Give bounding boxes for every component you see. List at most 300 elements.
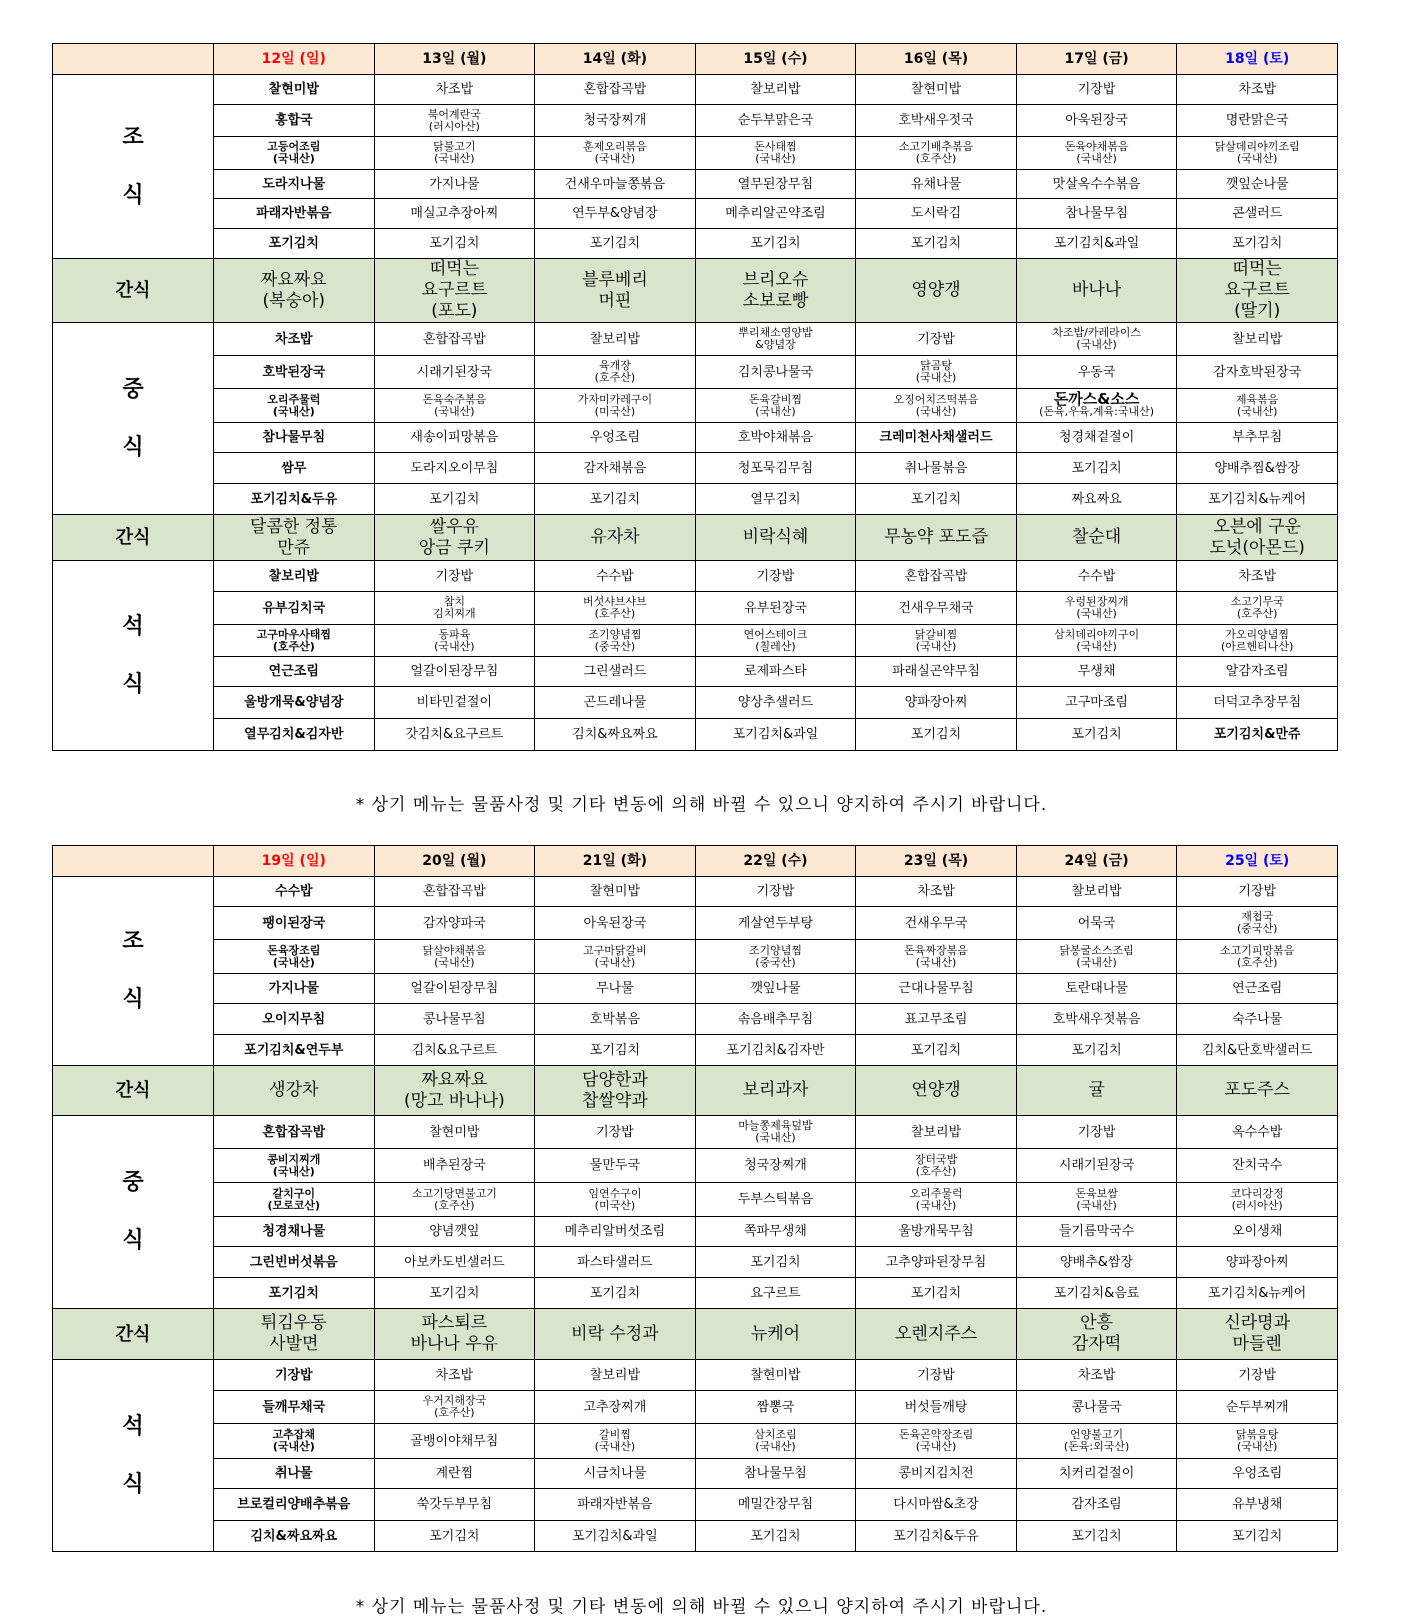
snack-row xyxy=(53,1066,1338,1116)
day-header-row xyxy=(53,44,1338,75)
menu-item: 찰현미밥 xyxy=(535,877,696,907)
day-header: 17일 (금) xyxy=(1016,44,1177,75)
dinner-row xyxy=(53,1360,1338,1391)
menu-item: 돈육장조림 (국내산) xyxy=(214,940,375,974)
snack-item: 짜요짜요 (복숭아) xyxy=(214,259,375,323)
menu-item: 차조밥 xyxy=(1177,561,1338,592)
menu-item: 연근조림 xyxy=(214,657,375,687)
menu-change-notice: * 상기 메뉴는 물품사정 및 기타 변동에 의해 바뀔 수 있으니 양지하여 주시기 바랍니다. xyxy=(355,795,1048,815)
menu-item: 더덕고추장무침 xyxy=(1177,687,1338,719)
day-header: 18일 (토) xyxy=(1177,44,1338,75)
dinner-row xyxy=(53,687,1338,719)
menu-item: 포기김치 xyxy=(374,229,535,259)
dinner-row xyxy=(53,1489,1338,1521)
breakfast-row xyxy=(53,137,1338,170)
menu-item: 아욱된장국 xyxy=(1016,105,1177,137)
menu-item: 훈제오리볶음 (국내산) xyxy=(535,137,696,170)
menu-item: 차조밥/카레라이스 (국내산) xyxy=(1016,323,1177,356)
lunch-row xyxy=(53,453,1338,484)
meal-label-char: 식 xyxy=(122,671,144,697)
snack-item: 오븐에 구운 도넛(아몬드) xyxy=(1177,515,1338,561)
menu-item: 혼합잡곡밥 xyxy=(374,323,535,356)
menu-item: 포기김치 xyxy=(856,1035,1017,1066)
menu-item: 재첩국 (중국산) xyxy=(1177,907,1338,940)
menu-item: 메추리알버섯조림 xyxy=(535,1217,696,1247)
menu-item: 돈까스&소스 (돈육,우육,계육:국내산) xyxy=(1016,389,1177,423)
menu-item: 제육볶음 (국내산) xyxy=(1177,389,1338,423)
menu-item: 요구르트 xyxy=(695,1278,856,1309)
menu-item: 포기김치 xyxy=(1177,1521,1338,1552)
menu-item: 도라지오이무침 xyxy=(374,453,535,484)
menu-item: 기장밥 xyxy=(856,1360,1017,1391)
dinner-row xyxy=(53,1459,1338,1489)
menu-item: 콩나물국 xyxy=(1016,1391,1177,1424)
menu-item: 고추장찌개 xyxy=(535,1391,696,1424)
menu-item: 콩비지김치전 xyxy=(856,1459,1017,1489)
lunch-row xyxy=(53,1116,1338,1149)
menu-item: 육개장 (호주산) xyxy=(535,356,696,389)
menu-item: 고추잡채 (국내산) xyxy=(214,1424,375,1459)
menu-item: 건새우무채국 xyxy=(856,592,1017,625)
menu-item: 새송이피망볶음 xyxy=(374,423,535,453)
menu-item: 포기김치&뉴케어 xyxy=(1177,1278,1338,1309)
menu-item: 포기김치&과일 xyxy=(535,1521,696,1552)
menu-item: 혼합잡곡밥 xyxy=(214,1116,375,1149)
menu-item: 솎음배추무침 xyxy=(695,1004,856,1035)
breakfast-row xyxy=(53,199,1338,229)
dinner-row xyxy=(53,719,1338,751)
menu-item: 포기김치 xyxy=(535,229,696,259)
menu-item: 들깨무채국 xyxy=(214,1391,375,1424)
menu-item: 김치콩나물국 xyxy=(695,356,856,389)
menu-item: 오이생채 xyxy=(1177,1217,1338,1247)
menu-item: 도라지나물 xyxy=(214,170,375,199)
menu-item: 포기김치 xyxy=(856,484,1017,515)
menu-item: 순두부맑은국 xyxy=(695,105,856,137)
menu-item: 메밀간장무침 xyxy=(695,1489,856,1521)
menu-item: 순두부찌개 xyxy=(1177,1391,1338,1424)
menu-item: 청포묵김무침 xyxy=(695,453,856,484)
dinner-row xyxy=(53,1521,1338,1552)
menu-item: 포기김치&음료 xyxy=(1016,1278,1177,1309)
menu-item: 포기김치&두유 xyxy=(214,484,375,515)
menu-item: 가지나물 xyxy=(214,974,375,1004)
breakfast-row xyxy=(53,170,1338,199)
dinner-row xyxy=(53,1424,1338,1459)
menu-item: 양파장아찌 xyxy=(1177,1247,1338,1278)
day-header: 24일 (금) xyxy=(1016,846,1177,877)
snack-item: 달콤한 정통 만쥬 xyxy=(214,515,375,561)
menu-item: 잔치국수 xyxy=(1177,1149,1338,1183)
menu-item: 돈육숙주볶음 (국내산) xyxy=(374,389,535,423)
menu-item: 수수밥 xyxy=(214,877,375,907)
menu-item: 포기김치 xyxy=(1016,453,1177,484)
breakfast-row xyxy=(53,105,1338,137)
menu-item: 고구마조림 xyxy=(1016,687,1177,719)
lunch-row xyxy=(53,356,1338,389)
menu-item: 기장밥 xyxy=(695,561,856,592)
menu-item: 찰현미밥 xyxy=(374,1116,535,1149)
menu-item: 홍합국 xyxy=(214,105,375,137)
menu-item: 혼합잡곡밥 xyxy=(856,561,1017,592)
menu-item: 소고기무국 (호주산) xyxy=(1177,592,1338,625)
menu-item: 짬뽕국 xyxy=(695,1391,856,1424)
meal-label-char: 조 xyxy=(122,929,144,954)
menu-item: 로제파스타 xyxy=(695,657,856,687)
menu-item: 쌈무 xyxy=(214,453,375,484)
menu-item: 기장밥 xyxy=(695,877,856,907)
menu-item: 시래기된장국 xyxy=(374,356,535,389)
menu-item: 포기김치 xyxy=(535,1035,696,1066)
menu-item: 감자호박된장국 xyxy=(1177,356,1338,389)
menu-item: 소고기피망볶음 (호주산) xyxy=(1177,940,1338,974)
menu-item: 찰보리밥 xyxy=(1177,323,1338,356)
menu-item: 얼갈이된장무침 xyxy=(374,657,535,687)
menu-item: 깻잎나물 xyxy=(695,974,856,1004)
menu-item: 명란맑은국 xyxy=(1177,105,1338,137)
day-header: 14일 (화) xyxy=(535,44,696,75)
menu-item: 찰보리밥 xyxy=(535,323,696,356)
menu-item: 열무된장무침 xyxy=(695,170,856,199)
snack-item: 신라명과 마들렌 xyxy=(1177,1309,1338,1360)
menu-item: 갈비찜 (국내산) xyxy=(535,1424,696,1459)
lunch-label xyxy=(53,323,214,515)
menu-item: 건새우무국 xyxy=(856,907,1017,940)
breakfast-row xyxy=(53,229,1338,259)
menu-item: 닭곰탕 (국내산) xyxy=(856,356,1017,389)
menu-item: 감자조림 xyxy=(1016,1489,1177,1521)
menu-item: 연어스테이크 (칠레산) xyxy=(695,625,856,657)
menu-item: 짜요짜요 xyxy=(1016,484,1177,515)
menu-item: 포기김치 xyxy=(1016,1035,1177,1066)
menu-item: 코다리강정 (러시아산) xyxy=(1177,1183,1338,1217)
week-2-menu-table xyxy=(52,845,1338,1552)
menu-item: 갓김치&요구르트 xyxy=(374,719,535,751)
menu-item: 기장밥 xyxy=(214,1360,375,1391)
dinner-row xyxy=(53,561,1338,592)
header-corner xyxy=(53,846,214,877)
menu-item: 쑥갓두부무침 xyxy=(374,1489,535,1521)
menu-item: 그린샐러드 xyxy=(535,657,696,687)
snack-item: 영양갱 xyxy=(856,259,1017,323)
menu-item: 건새우마늘쫑볶음 xyxy=(535,170,696,199)
meal-label-char: 식 xyxy=(122,987,144,1012)
menu-item: 마늘쫑제육덮밥 (국내산) xyxy=(695,1116,856,1149)
meal-label-char: 중 xyxy=(122,1170,144,1195)
menu-item: 닭볶음탕 (국내산) xyxy=(1177,1424,1338,1459)
menu-item: 두부스틱볶음 xyxy=(695,1183,856,1217)
snack-item: 튀김우동 사발면 xyxy=(214,1309,375,1360)
lunch-row xyxy=(53,1278,1338,1309)
meal-label-char: 식 xyxy=(122,1228,144,1253)
menu-item: 뿌리채소영양밥 &양념장 xyxy=(695,323,856,356)
breakfast-row xyxy=(53,1035,1338,1066)
breakfast-row xyxy=(53,75,1338,105)
menu-item: 파래자반볶음 xyxy=(214,199,375,229)
day-header: 22일 (수) xyxy=(695,846,856,877)
snack-label: 간식 xyxy=(53,1309,214,1360)
day-header: 13일 (월) xyxy=(374,44,535,75)
menu-item: 매실고추장아찌 xyxy=(374,199,535,229)
menu-item: 청경채나물 xyxy=(214,1217,375,1247)
menu-item: 팽이된장국 xyxy=(214,907,375,940)
menu-item: 연근조림 xyxy=(1177,974,1338,1004)
menu-item: 포기김치 xyxy=(1177,229,1338,259)
snack-item: 비락 수정과 xyxy=(535,1309,696,1360)
menu-item: 호박새우젓볶음 xyxy=(1016,1004,1177,1035)
menu-item: 돈육야채볶음 (국내산) xyxy=(1016,137,1177,170)
menu-item: 호박새우젓국 xyxy=(856,105,1017,137)
menu-item: 배추된장국 xyxy=(374,1149,535,1183)
menu-item: 청경채겉절이 xyxy=(1016,423,1177,453)
snack-item: 쌀우유 앙금 쿠키 xyxy=(374,515,535,561)
meal-label-char: 식 xyxy=(122,182,144,208)
menu-item: 시래기된장국 xyxy=(1016,1149,1177,1183)
menu-item: 포기김치 xyxy=(374,1278,535,1309)
menu-item: 울방개묵&양념장 xyxy=(214,687,375,719)
menu-item: 도시락김 xyxy=(856,199,1017,229)
menu-item: 기장밥 xyxy=(1177,877,1338,907)
menu-item: 가오리양념찜 (아르헨티나산) xyxy=(1177,625,1338,657)
menu-item: 소고기당면불고기 (호주산) xyxy=(374,1183,535,1217)
menu-item: 삼치데리야끼구이 (국내산) xyxy=(1016,625,1177,657)
menu-item: 참치 김치찌개 xyxy=(374,592,535,625)
lunch-row xyxy=(53,484,1338,515)
snack-item: 생강차 xyxy=(214,1066,375,1116)
day-header: 21일 (화) xyxy=(535,846,696,877)
menu-item: 우렁된장찌개 (국내산) xyxy=(1016,592,1177,625)
menu-item: 표고무조림 xyxy=(856,1004,1017,1035)
day-header: 20일 (월) xyxy=(374,846,535,877)
meal-label-char: 조 xyxy=(122,124,144,150)
menu-item: 양배추&쌈장 xyxy=(1016,1247,1177,1278)
menu-item: 참나물무침 xyxy=(1016,199,1177,229)
menu-item: 김치&단호박샐러드 xyxy=(1177,1035,1338,1066)
menu-item: 찰보리밥 xyxy=(214,561,375,592)
snack-item: 블루베리 머핀 xyxy=(535,259,696,323)
menu-item: 양파장아찌 xyxy=(856,687,1017,719)
menu-item: 찰보리밥 xyxy=(535,1360,696,1391)
menu-item: 기장밥 xyxy=(1016,75,1177,105)
menu-item: 우동국 xyxy=(1016,356,1177,389)
menu-item: 혼합잡곡밥 xyxy=(374,877,535,907)
menu-item: 포기김치&과일 xyxy=(695,719,856,751)
menu-item: 삼치조림 (국내산) xyxy=(695,1424,856,1459)
menu-item: 차조밥 xyxy=(856,877,1017,907)
snack-item: 찰순대 xyxy=(1016,515,1177,561)
menu-item: 포기김치&뉴케어 xyxy=(1177,484,1338,515)
snack-item: 브리오슈 소보로빵 xyxy=(695,259,856,323)
menu-item: 얼갈이된장무침 xyxy=(374,974,535,1004)
menu-item: 포기김치 xyxy=(856,229,1017,259)
day-header: 25일 (토) xyxy=(1177,846,1338,877)
menu-item: 취나물 xyxy=(214,1459,375,1489)
menu-item: 오이지무침 xyxy=(214,1004,375,1035)
menu-item: 감자양파국 xyxy=(374,907,535,940)
menu-item: 유부된장국 xyxy=(695,592,856,625)
menu-item: 비타민겉절이 xyxy=(374,687,535,719)
menu-item: 부추무침 xyxy=(1177,423,1338,453)
menu-change-notice: * 상기 메뉴는 물품사정 및 기타 변동에 의해 바뀔 수 있으니 양지하여 주시기 바랍니다. xyxy=(355,1597,1048,1617)
snack-item: 짜요짜요 (망고 바나나) xyxy=(374,1066,535,1116)
menu-item: 우거지해장국 (호주산) xyxy=(374,1391,535,1424)
menu-item: 취나물볶음 xyxy=(856,453,1017,484)
day-header-row xyxy=(53,846,1338,877)
breakfast-row xyxy=(53,974,1338,1004)
menu-item: 포기김치 xyxy=(695,229,856,259)
menu-item: 수수밥 xyxy=(535,561,696,592)
day-header: 16일 (목) xyxy=(856,44,1017,75)
menu-item: 포기김치&김자반 xyxy=(695,1035,856,1066)
breakfast-row xyxy=(53,940,1338,974)
menu-item: 찰보리밥 xyxy=(1016,877,1177,907)
menu-item: 북어계란국 (러시아산) xyxy=(374,105,535,137)
snack-item: 보리과자 xyxy=(695,1066,856,1116)
menu-item: 차조밥 xyxy=(1177,75,1338,105)
day-header: 23일 (목) xyxy=(856,846,1017,877)
menu-item: 우엉조림 xyxy=(1177,1459,1338,1489)
menu-item: 유채나물 xyxy=(856,170,1017,199)
menu-item: 치커리겉절이 xyxy=(1016,1459,1177,1489)
menu-item: 양배추찜&쌈장 xyxy=(1177,453,1338,484)
menu-item: 근대나물무침 xyxy=(856,974,1017,1004)
meal-label-char: 석 xyxy=(122,1413,144,1439)
breakfast-label xyxy=(53,75,214,259)
breakfast-row xyxy=(53,1004,1338,1035)
meal-label-char: 석 xyxy=(122,613,144,639)
menu-item: 곤드레나물 xyxy=(535,687,696,719)
menu-item: 포기김치 xyxy=(1016,1521,1177,1552)
snack-row xyxy=(53,259,1338,323)
dinner-row xyxy=(53,625,1338,657)
menu-item: 포기김치 xyxy=(695,1521,856,1552)
menu-item: 고추양파된장무침 xyxy=(856,1247,1017,1278)
snack-item: 뉴케어 xyxy=(695,1309,856,1360)
menu-item: 기장밥 xyxy=(374,561,535,592)
menu-item: 포기김치 xyxy=(695,1247,856,1278)
day-header: 15일 (수) xyxy=(695,44,856,75)
lunch-row xyxy=(53,1217,1338,1247)
menu-item: 맛살옥수수볶음 xyxy=(1016,170,1177,199)
menu-item: 메추리알곤약조림 xyxy=(695,199,856,229)
snack-row xyxy=(53,515,1338,561)
menu-item: 포기김치 xyxy=(856,1278,1017,1309)
meal-label-char: 중 xyxy=(122,376,144,402)
menu-item: 포기김치 xyxy=(535,1278,696,1309)
menu-item: 차조밥 xyxy=(1016,1360,1177,1391)
menu-item: 소고기배추볶음 (호주산) xyxy=(856,137,1017,170)
menu-item: 돈육짜장볶음 (국내산) xyxy=(856,940,1017,974)
snack-item: 연양갱 xyxy=(856,1066,1017,1116)
menu-item: 고구마닭갈비 (국내산) xyxy=(535,940,696,974)
menu-item: 차조밥 xyxy=(374,75,535,105)
snack-label: 간식 xyxy=(53,515,214,561)
menu-item: 연두부&양념장 xyxy=(535,199,696,229)
menu-item: 동파육 (국내산) xyxy=(374,625,535,657)
menu-item: 시금치나물 xyxy=(535,1459,696,1489)
snack-label: 간식 xyxy=(53,1066,214,1116)
menu-item: 기장밥 xyxy=(1016,1116,1177,1149)
menu-item: 호박야채볶음 xyxy=(695,423,856,453)
menu-item: 청국장찌개 xyxy=(535,105,696,137)
snack-item: 안흥 감자떡 xyxy=(1016,1309,1177,1360)
menu-item: 오징어치즈떡볶음 (국내산) xyxy=(856,389,1017,423)
menu-item: 포기김치&만쥬 xyxy=(1177,719,1338,751)
lunch-row xyxy=(53,423,1338,453)
menu-item: 버섯들깨탕 xyxy=(856,1391,1017,1424)
menu-item: 호박볶음 xyxy=(535,1004,696,1035)
menu-item: 크레미천사채샐러드 xyxy=(856,423,1017,453)
snack-item: 오렌지주스 xyxy=(856,1309,1017,1360)
menu-item: 고구마우사태찜 (호주산) xyxy=(214,625,375,657)
menu-item: 아보카도빈샐러드 xyxy=(374,1247,535,1278)
snack-item: 비락식혜 xyxy=(695,515,856,561)
menu-item: 돈육갈비찜 (국내산) xyxy=(695,389,856,423)
menu-item: 돈육보쌈 (국내산) xyxy=(1016,1183,1177,1217)
menu-item: 들기름막국수 xyxy=(1016,1217,1177,1247)
menu-item: 포기김치 xyxy=(856,719,1017,751)
lunch-row xyxy=(53,1183,1338,1217)
menu-item: 포기김치&두유 xyxy=(856,1521,1017,1552)
menu-item: 어묵국 xyxy=(1016,907,1177,940)
menu-item: 포기김치 xyxy=(535,484,696,515)
menu-item: 아욱된장국 xyxy=(535,907,696,940)
menu-item: 청국장찌개 xyxy=(695,1149,856,1183)
day-header: 19일 (일) xyxy=(214,846,375,877)
menu-item: 양상추샐러드 xyxy=(695,687,856,719)
menu-item: 계란찜 xyxy=(374,1459,535,1489)
dinner-label xyxy=(53,561,214,751)
day-header: 12일 (일) xyxy=(214,44,375,75)
menu-item: 콘샐러드 xyxy=(1177,199,1338,229)
menu-item: 김치&짜요짜요 xyxy=(535,719,696,751)
menu-item: 울방개묵무침 xyxy=(856,1217,1017,1247)
menu-item: 토란대나물 xyxy=(1016,974,1177,1004)
lunch-row xyxy=(53,1149,1338,1183)
menu-item: 유부김치국 xyxy=(214,592,375,625)
menu-item: 찰현미밥 xyxy=(214,75,375,105)
menu-item: 포기김치 xyxy=(374,1521,535,1552)
menu-item: 파래실곤약무침 xyxy=(856,657,1017,687)
menu-item: 김치&요구르트 xyxy=(374,1035,535,1066)
menu-item: 그린빈버섯볶음 xyxy=(214,1247,375,1278)
menu-item: 콩나물무침 xyxy=(374,1004,535,1035)
menu-item: 오리주물럭 (국내산) xyxy=(214,389,375,423)
lunch-label xyxy=(53,1116,214,1309)
snack-item: 떠먹는 요구르트 (포도) xyxy=(374,259,535,323)
menu-item: 참나물무침 xyxy=(695,1459,856,1489)
menu-item: 닭불고기 (국내산) xyxy=(374,137,535,170)
menu-item: 차조밥 xyxy=(374,1360,535,1391)
menu-item: 닭살데리야끼조림 (국내산) xyxy=(1177,137,1338,170)
menu-item: 포기김치 xyxy=(374,484,535,515)
dinner-label xyxy=(53,1360,214,1552)
meal-label-char: 식 xyxy=(122,1471,144,1497)
menu-item: 닭봉굴소스조림 (국내산) xyxy=(1016,940,1177,974)
menu-item: 찰보리밥 xyxy=(695,75,856,105)
lunch-row xyxy=(53,389,1338,423)
menu-item: 우엉조림 xyxy=(535,423,696,453)
menu-item: 장터국밥 (호주산) xyxy=(856,1149,1017,1183)
menu-item: 닭갈비찜 (국내산) xyxy=(856,625,1017,657)
menu-item: 찰보리밥 xyxy=(856,1116,1017,1149)
menu-item: 오리주물럭 (국내산) xyxy=(856,1183,1017,1217)
menu-item: 쪽파무생채 xyxy=(695,1217,856,1247)
menu-item: 다시마쌈&초장 xyxy=(856,1489,1017,1521)
menu-item: 참나물무침 xyxy=(214,423,375,453)
menu-item: 수수밥 xyxy=(1016,561,1177,592)
meal-label-char: 식 xyxy=(122,434,144,460)
